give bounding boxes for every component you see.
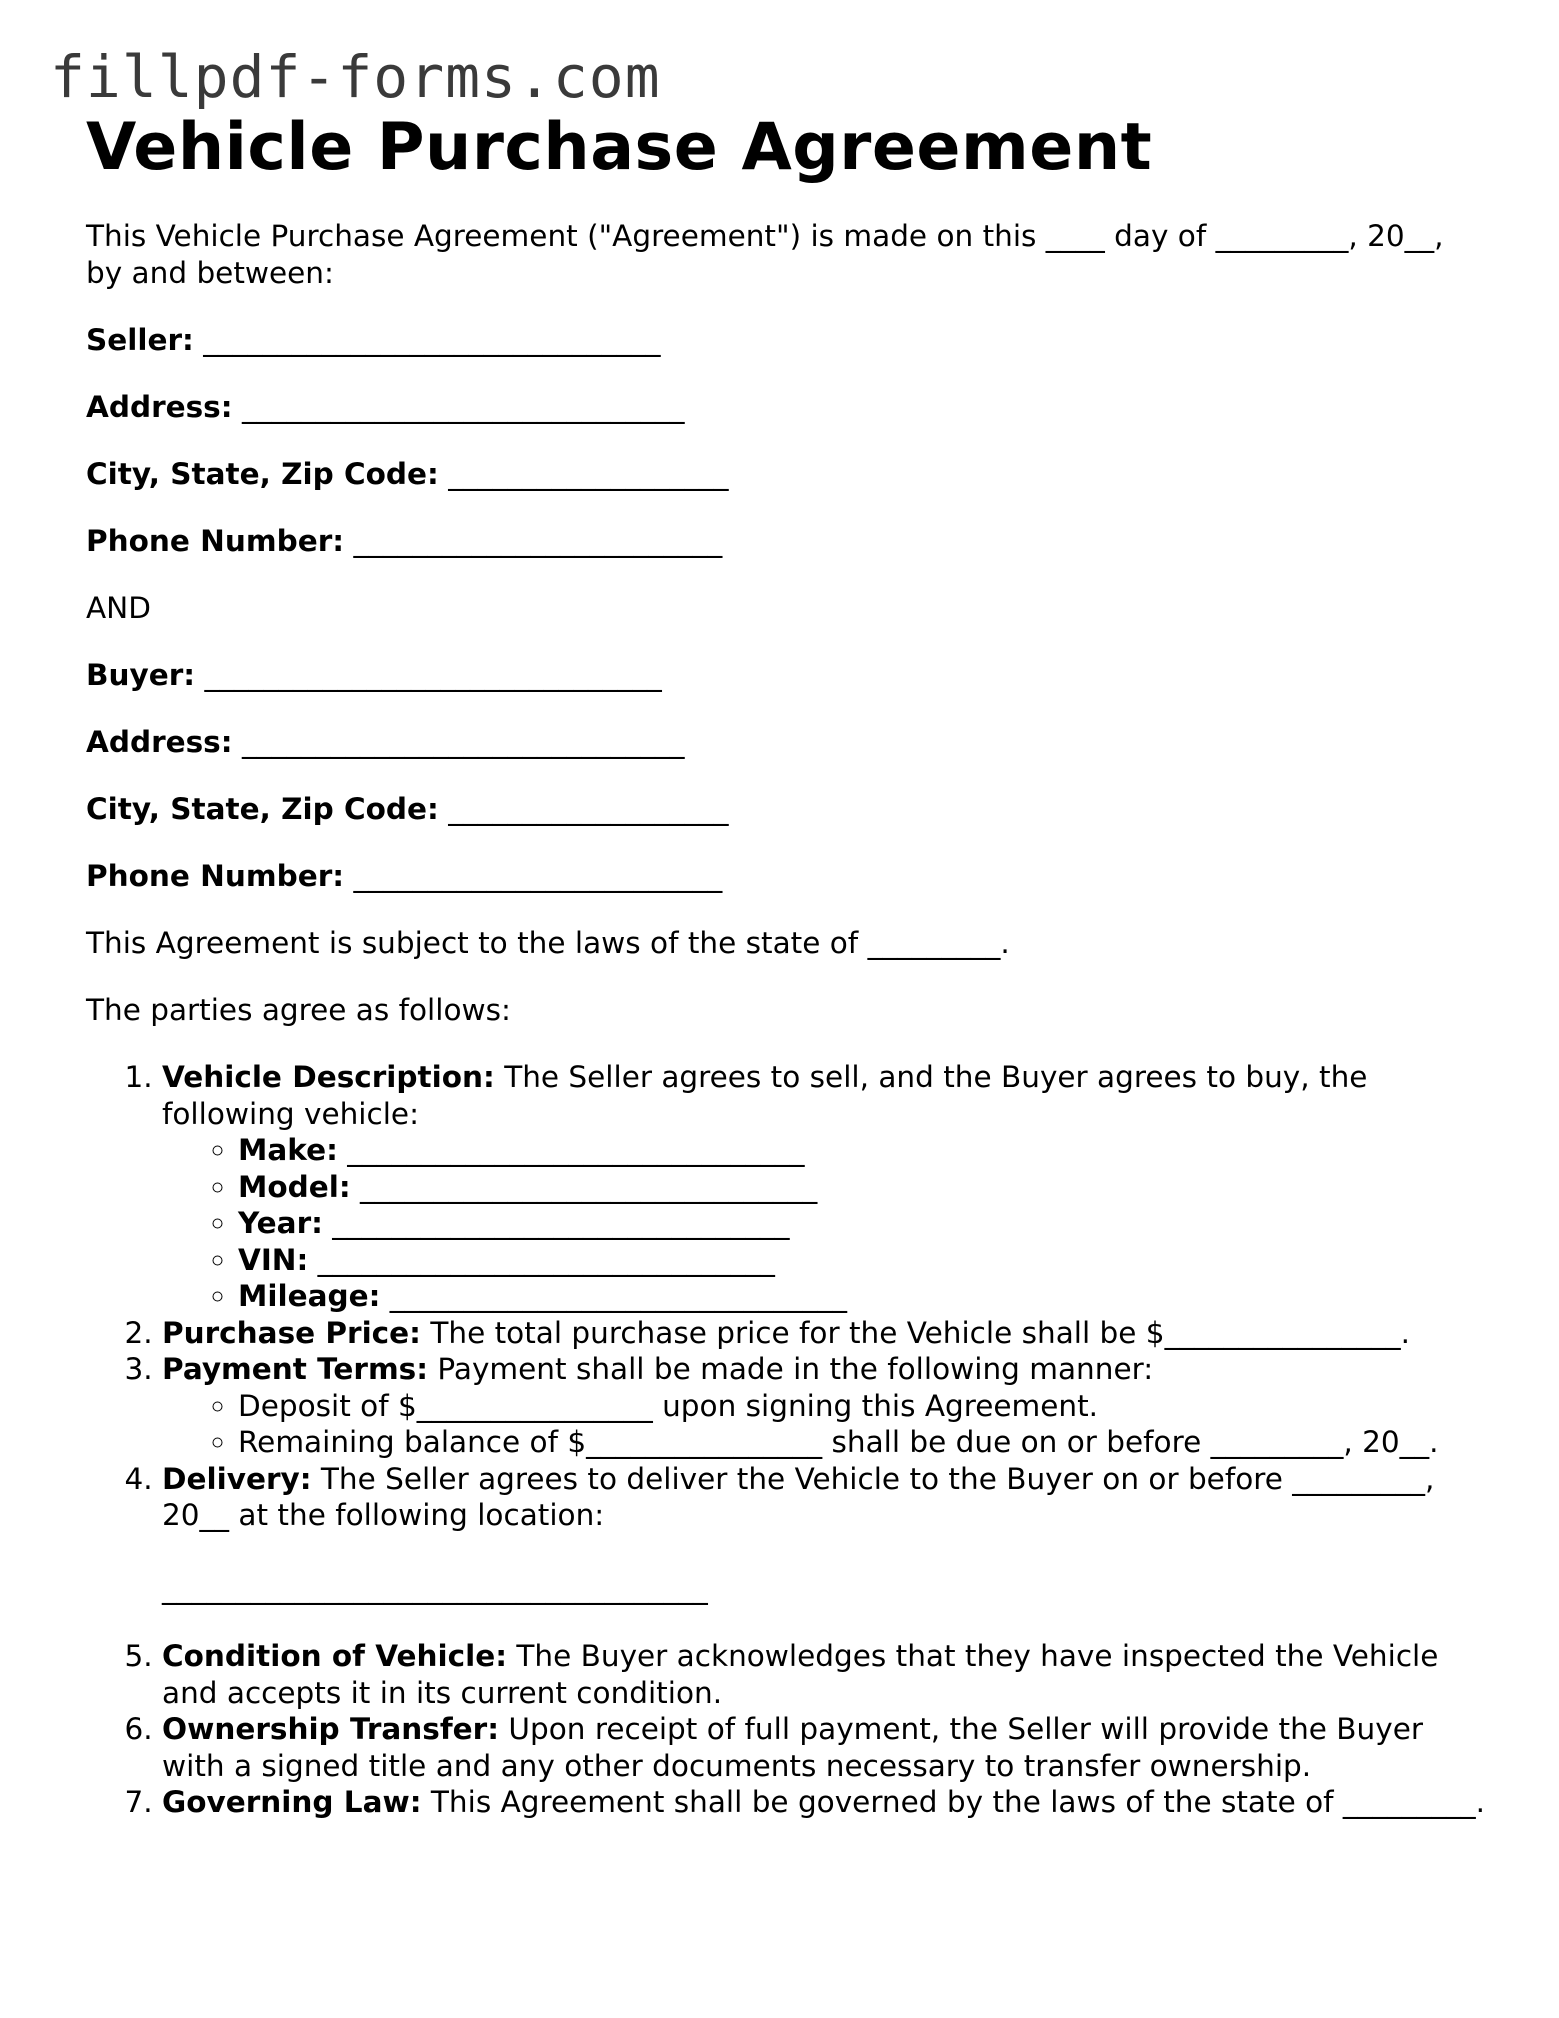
term-heading: Condition of Vehicle: — [162, 1639, 508, 1673]
vehicle-year-field[interactable] — [238, 1205, 1486, 1242]
buyer-phone-blank[interactable]: _________________________ — [353, 859, 723, 893]
seller-name-field[interactable] — [86, 322, 1486, 359]
vehicle-make-blank[interactable]: _______________________________ — [337, 1133, 805, 1167]
term-payment-terms — [162, 1351, 1486, 1461]
seller-phone-label: Phone Number: — [86, 524, 345, 558]
seller-city-field[interactable] — [86, 456, 1486, 493]
vehicle-mileage-label: Mileage: — [238, 1279, 381, 1313]
term-heading: Delivery: — [162, 1461, 312, 1496]
term-condition-of-vehicle — [162, 1638, 1486, 1711]
buyer-address-label: Address: — [86, 725, 233, 759]
term-text: The Seller agrees to deliver the Vehicle to the Buyer on or before _________, 20__ at the following location: — [162, 1461, 1435, 1532]
vehicle-mileage-blank[interactable]: _______________________________ — [380, 1279, 848, 1313]
seller-name-label: Seller: — [86, 323, 194, 357]
watermark-text: fillpdf-forms.com — [50, 43, 661, 111]
vehicle-vin-blank[interactable]: _______________________________ — [308, 1242, 775, 1277]
payment-terms-list — [162, 1388, 1486, 1461]
term-heading: Purchase Price: — [162, 1315, 421, 1350]
vehicle-model-label: Model: — [238, 1169, 351, 1204]
term-text: This Agreement shall be governed by the laws of the state of _________. — [421, 1785, 1486, 1819]
vehicle-year-blank[interactable]: _______________________________ — [322, 1206, 790, 1240]
buyer-address-field[interactable] — [86, 724, 1486, 761]
seller-address-label: Address: — [86, 390, 233, 424]
vehicle-make-label: Make: — [238, 1133, 338, 1167]
buyer-phone-field[interactable] — [86, 858, 1486, 895]
seller-address-field[interactable] — [86, 389, 1486, 426]
and-separator: AND — [86, 591, 151, 625]
term-ownership-transfer — [162, 1711, 1486, 1784]
buyer-name-field[interactable] — [86, 657, 1486, 694]
buyer-name-blank[interactable]: _______________________________ — [204, 658, 662, 692]
payment-deposit-item: ◦ Deposit of $________________ upon signing this Agreement. — [238, 1388, 1486, 1425]
term-heading: Payment Terms: — [162, 1352, 429, 1386]
intro-paragraph: This Vehicle Purchase Agreement ("Agreement") is made on this ____ day of _________, 20__, by and between: — [86, 219, 1444, 290]
seller-city-label: City, State, Zip Code: — [86, 457, 439, 491]
vehicle-vin-label: VIN: — [238, 1242, 309, 1277]
vehicle-year-label: Year: — [238, 1206, 323, 1240]
vehicle-details-list — [162, 1132, 1486, 1315]
term-vehicle-description — [162, 1059, 1486, 1315]
vehicle-mileage-field[interactable] — [238, 1278, 1486, 1315]
seller-phone-field[interactable] — [86, 523, 1486, 560]
buyer-address-blank[interactable]: ______________________________ — [241, 725, 685, 759]
vehicle-make-field[interactable] — [238, 1132, 1486, 1169]
payment-balance-item: ◦ Remaining balance of $________________ shall be due on or before _________, 20__. — [238, 1424, 1486, 1461]
term-delivery — [162, 1461, 1486, 1607]
term-governing-law — [162, 1784, 1486, 1821]
parties-agree-paragraph: The parties agree as follows: — [86, 993, 511, 1027]
seller-name-blank[interactable]: _______________________________ — [203, 323, 661, 357]
term-heading: Vehicle Description: — [162, 1060, 495, 1094]
term-heading: Governing Law: — [162, 1785, 422, 1819]
buyer-city-label: City, State, Zip Code: — [86, 792, 439, 826]
term-text: The Seller agrees to sell, and the Buyer agrees to buy, the following vehicle: — [162, 1060, 1368, 1131]
buyer-city-blank[interactable]: ___________________ — [448, 792, 729, 826]
vehicle-model-field[interactable] — [238, 1169, 1486, 1206]
seller-address-blank[interactable]: ______________________________ — [241, 390, 685, 424]
term-text: The Buyer acknowledges that they have inspected the Vehicle and accepts it in its current condition. — [162, 1639, 1439, 1710]
seller-phone-blank[interactable]: _________________________ — [353, 524, 723, 558]
delivery-location-blank[interactable]: _____________________________________ — [162, 1570, 708, 1605]
term-heading: Ownership Transfer: — [162, 1712, 500, 1746]
document-title: Vehicle Purchase Agreement — [86, 110, 1153, 185]
governing-state-paragraph: This Agreement is subject to the laws of the state of _________. — [86, 926, 1010, 960]
terms-list — [86, 1059, 1486, 1821]
term-text: Upon receipt of full payment, the Seller will provide the Buyer with a signed title and any other documents necessary to transfer ownership. — [162, 1712, 1423, 1783]
vehicle-vin-field[interactable] — [238, 1242, 1486, 1279]
buyer-name-label: Buyer: — [86, 658, 196, 692]
term-purchase-price — [162, 1315, 1486, 1352]
buyer-city-field[interactable] — [86, 791, 1486, 828]
document-body — [86, 108, 1486, 1821]
vehicle-model-blank[interactable]: _______________________________ — [350, 1169, 818, 1204]
term-text: Payment shall be made in the following manner: — [428, 1352, 1154, 1386]
seller-city-blank[interactable]: ___________________ — [448, 457, 729, 491]
term-text: The total purchase price for the Vehicle shall be $________________. — [420, 1315, 1410, 1350]
buyer-phone-label: Phone Number: — [86, 859, 345, 893]
